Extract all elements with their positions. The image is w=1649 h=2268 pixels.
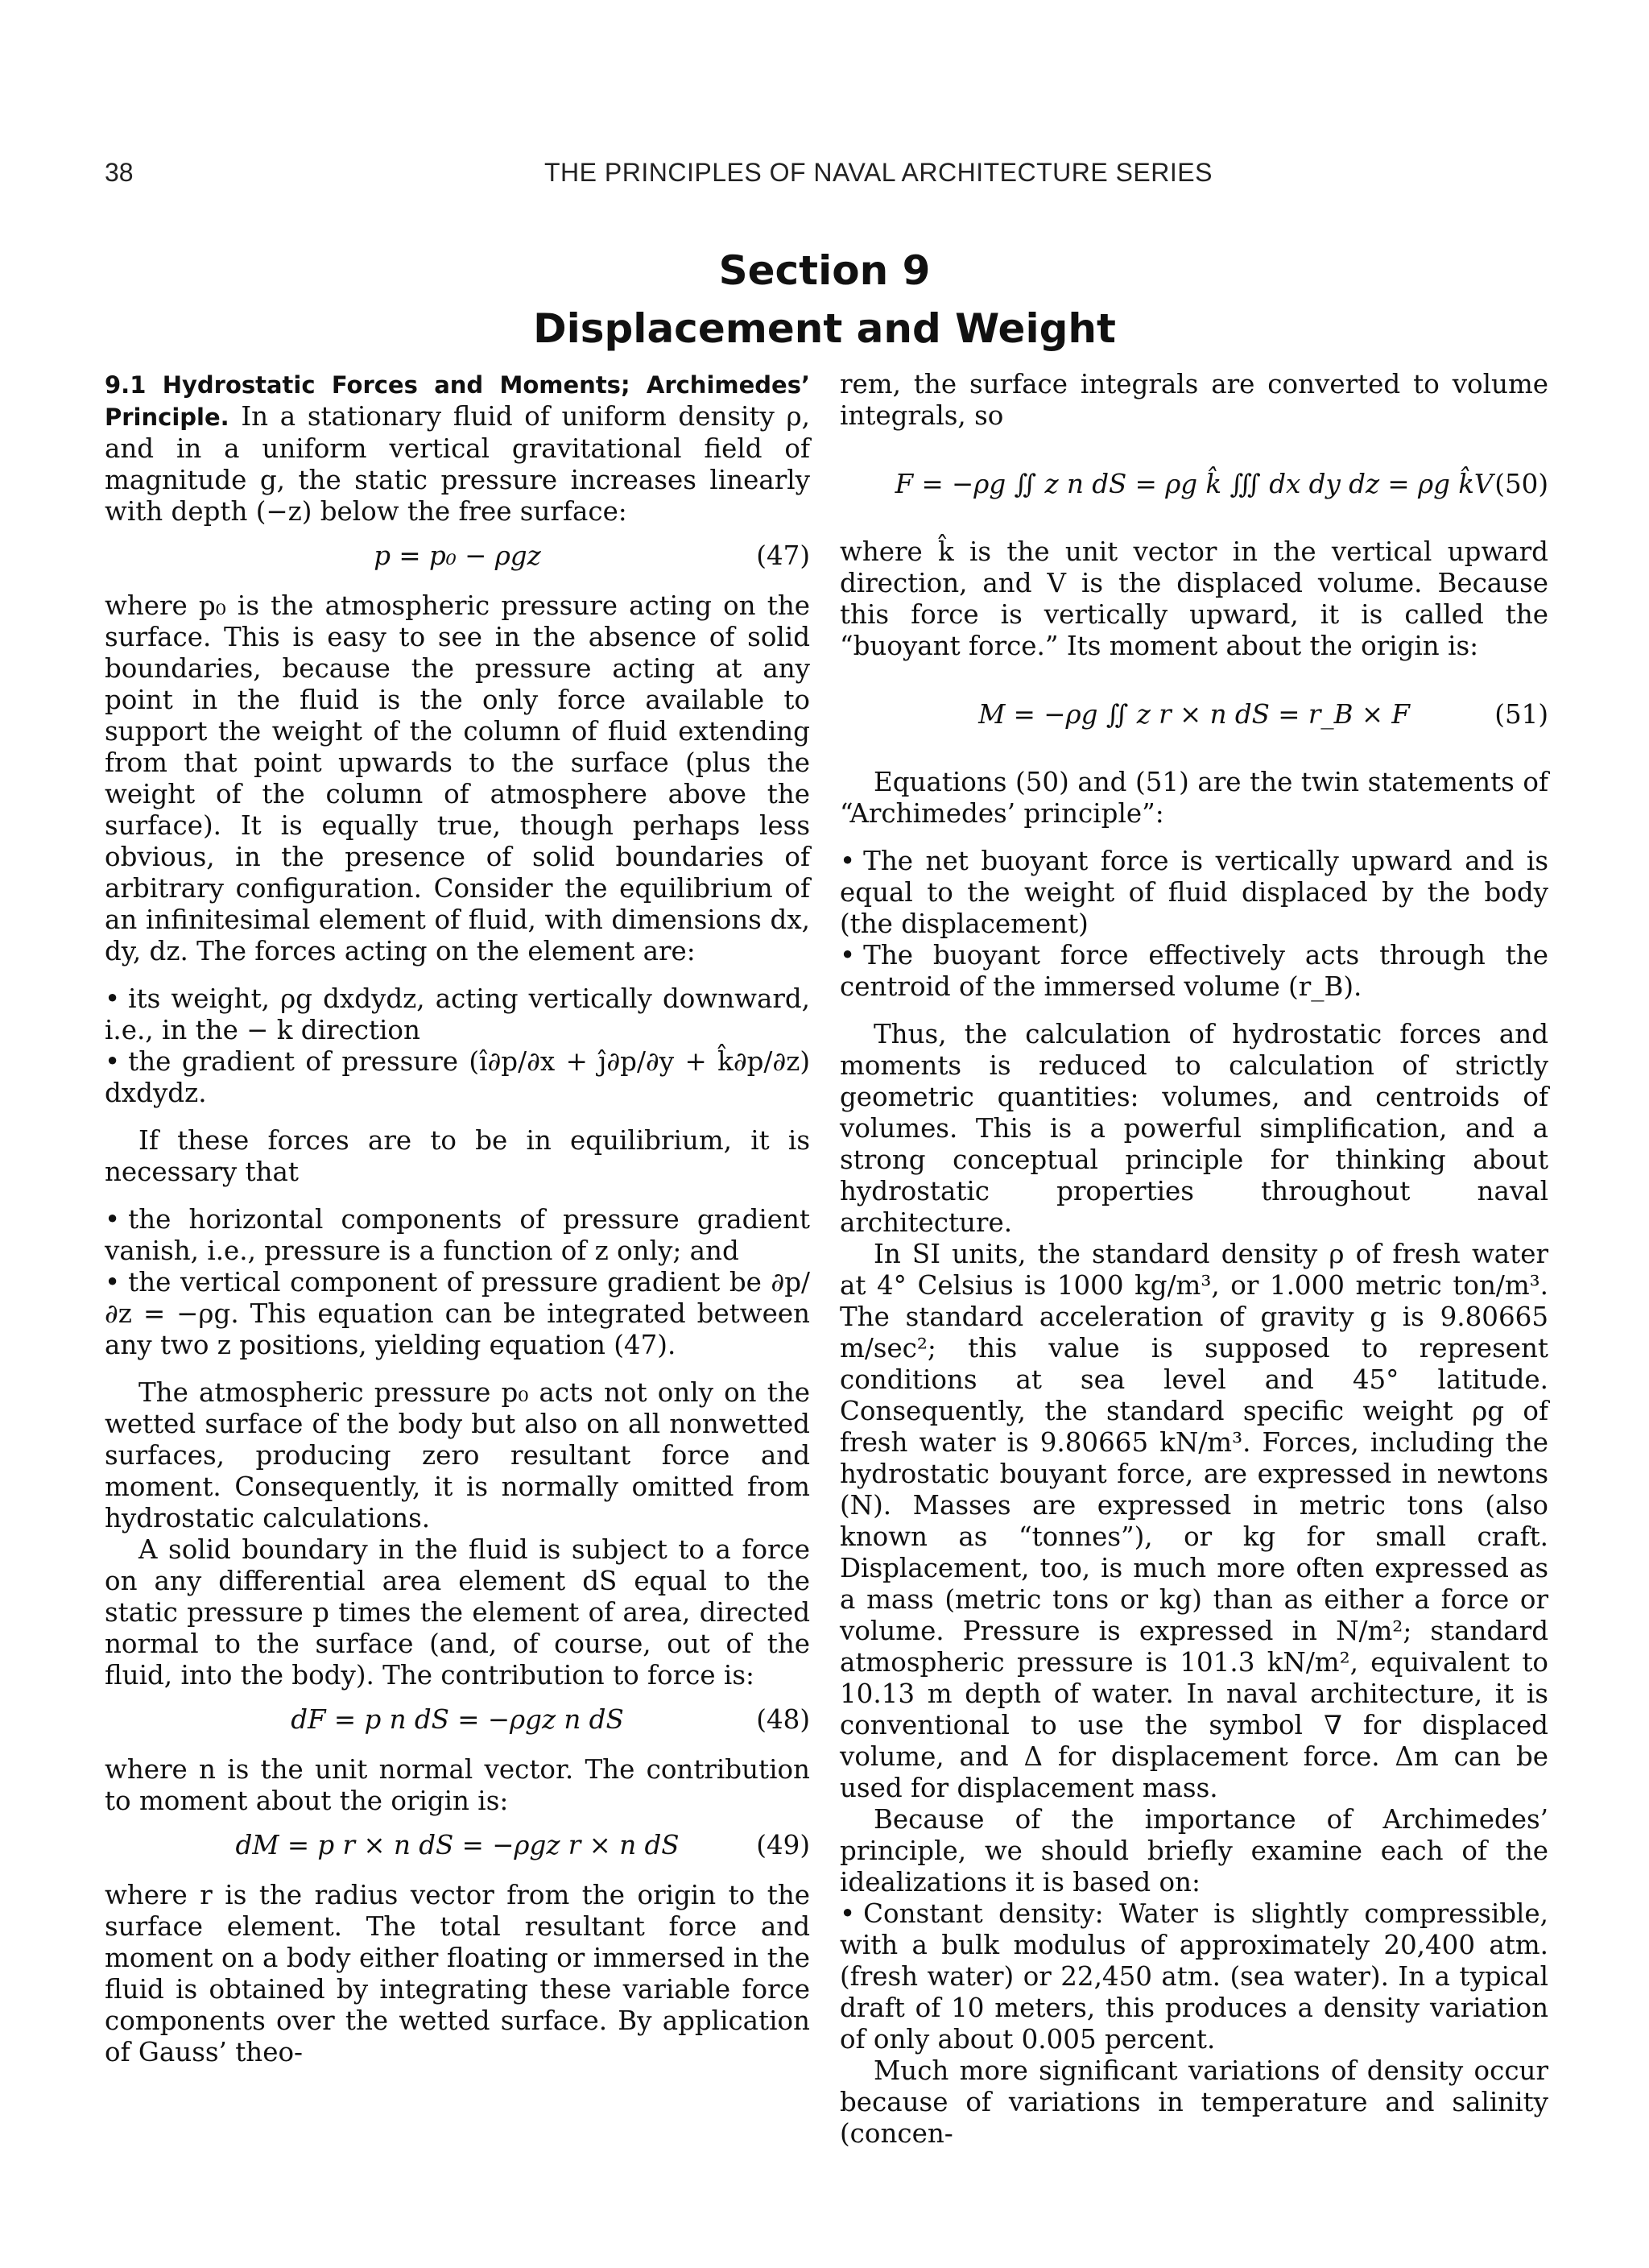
paragraph: The atmospheric pressure p₀ acts not only on the wetted surface of the body but also on all nonwetted surfaces, producing zero resultant force and moment. Consequently, it is normally omitted from hydrostatic calculations. [105, 1377, 810, 1533]
equation-number: (47) [756, 540, 810, 571]
bullet-icon: • [840, 846, 856, 876]
section-number: Section 9 [718, 247, 931, 294]
paragraph: where p₀ is the atmospheric pressure acting on the surface. This is easy to see in the absence of solid boundaries, because the pressure acting at any point in the fluid is the only force available to support the weight of the column of fluid extending from that point upwards to the surface (plus the weight of the column of atmosphere above the surface). It is equally true, though perhaps less obvious, in the presence of solid boundaries of arbitrary configuration. Consider the equilibrium of an infinitesimal element of fluid, with dimensions dx, dy, dz. The forces acting on the element are: [105, 590, 810, 966]
section-title: Displacement and Weight [533, 305, 1116, 352]
section-heading [0, 242, 1649, 358]
bullet-item [840, 846, 1548, 940]
equation-expression: F = −ρg ∬ z n dS = ρg k̂ ∭ dx dy dz = ρg k̂V [895, 469, 1494, 499]
paragraph: where k̂ is the unit vector in the vertical upward direction, and V is the displaced volume. Because this force is vertically upward, it is called the “buoyant force.” Its moment about the origin is: [840, 536, 1548, 661]
bullet-icon: • [105, 1046, 121, 1077]
paragraph: Equations (50) and (51) are the twin statements of “Archimedes’ principle”: [840, 767, 1548, 829]
left-column [105, 369, 810, 2068]
paragraph: Thus, the calculation of hydrostatic forces and moments is reduced to calculation of strictly geometric quantities: volumes, and centroids of volumes. This is a powerful simplification, and a strong conceptual principle for thinking about hydrostatic properties throughout naval architecture. [840, 1019, 1548, 1238]
bullet-text: Constant density: Water is slightly compressible, with a bulk modulus of approximately 20,400 atm. (fresh water) or 22,450 atm. (sea water). In a typical draft of 10 meters, this produces a density variation of only about 0.005 percent. [840, 1898, 1548, 2055]
paragraph: If these forces are to be in equilibrium, it is necessary that [105, 1125, 810, 1187]
bullet-text: the horizontal components of pressure gradient vanish, i.e., pressure is a function of z only; and [105, 1204, 810, 1266]
bullet-item [105, 1204, 810, 1267]
bullet-icon: • [105, 1267, 121, 1297]
equation-50 [840, 451, 1548, 517]
equation-51 [840, 681, 1548, 747]
bullet-icon: • [105, 1204, 121, 1235]
bullet-text: the vertical component of pressure gradient be ∂p/∂z = −ρg. This equation can be integrated between any two z positions, yielding equation (47). [105, 1267, 810, 1360]
right-column [840, 369, 1548, 2150]
equation-number: (51) [1494, 699, 1548, 730]
bullet-item [840, 1898, 1548, 2055]
paragraph: Much more significant variations of density occur because of variations in temperature and salinity (concen- [840, 2055, 1548, 2149]
bullet-text: its weight, ρg dxdydz, acting vertically downward, i.e., in the − k direction [105, 983, 810, 1045]
paragraph: A solid boundary in the fluid is subject to a force on any differential area element dS equal to the static pressure p times the element of area, directed normal to the surface (and, of course, out of the fluid, into the body). The contribution to force is: [105, 1534, 810, 1691]
bullet-item [105, 983, 810, 1046]
paragraph: where n is the unit normal vector. The contribution to moment about the origin is: [105, 1754, 810, 1816]
subsection-heading: 9.1 Hydrostatic Forces and Moments; Archimedes’ Principle. [105, 371, 810, 431]
bullet-item [840, 940, 1548, 1003]
bullet-item [105, 1267, 810, 1361]
equation-expression: dF = p n dS = −ρgz n dS [291, 1704, 624, 1735]
bullet-icon: • [840, 1898, 856, 1929]
paragraph: In SI units, the standard density ρ of fresh water at 4° Celsius is 1000 kg/m³, or 1.000 metric ton/m³. The standard acceleration of gravity g is 9.80665 m/sec²; this value is supposed to represent conditions at sea level and 45° latitude. Consequently, the standard specific weight ρg of fresh water is 9.80665 kN/m³. Forces, including the hydrostatic bouyant force, are expressed in newtons (N). Masses are expressed in metric tons (also known as “tonnes”), or kg for small craft. Displacement, too, is much more often expressed as a mass (metric tons or kg) than as either a force or volume. Pressure is expressed in N/m²; standard atmospheric pressure is 101.3 kN/m², equivalent to 10.13 m depth of water. In naval architecture, it is conventional to use the symbol ∇ for displaced volume, and Δ for displacement force. Δm can be used for displacement mass. [840, 1239, 1548, 1803]
bullet-icon: • [840, 940, 856, 971]
equation-number: (48) [756, 1704, 810, 1735]
equation-number: (50) [1494, 469, 1548, 499]
equation-expression: p = p₀ − ρgz [374, 540, 541, 571]
equation-expression: M = −ρg ∬ z r × n dS = r_B × F [978, 699, 1410, 730]
paragraph: rem, the surface integrals are converted to volume integrals, so [840, 369, 1548, 431]
paragraph: where r is the radius vector from the origin to the surface element. The total resultant force and moment on a body either floating or immersed in the fluid is obtained by integrating these variable force components over the wetted surface. By application of Gauss’ theo- [105, 1880, 810, 2067]
bullet-item [105, 1046, 810, 1109]
equation-expression: dM = p r × n dS = −ρgz r × n dS [235, 1830, 680, 1860]
paragraph: Because of the importance of Archimedes’ principle, we should briefly examine each of the idealizations it is based on: [840, 1804, 1548, 1898]
series-title: THE PRINCIPLES OF NAVAL ARCHITECTURE SERIES [544, 158, 1213, 187]
bullet-icon: • [105, 983, 121, 1014]
bullet-text: The buoyant force effectively acts through the centroid of the immersed volume (r_B). [840, 940, 1548, 1002]
paragraph-text: In a stationary fluid of uniform density ρ, and in a uniform vertical gravitational field of magnitude g, the static pressure increases linearly with depth (−z) below the free surface: [105, 401, 810, 527]
page-number: 38 [105, 158, 134, 187]
equation-number: (49) [756, 1830, 810, 1860]
equation-49 [105, 1830, 810, 1869]
paragraph [105, 369, 810, 528]
equation-47 [105, 540, 810, 579]
bullet-text: the gradient of pressure (î∂p/∂x + ĵ∂p/∂y + k̂∂p/∂z) dxdydz. [105, 1046, 810, 1108]
equation-48 [105, 1704, 810, 1743]
bullet-text: The net buoyant force is vertically upward and is equal to the weight of fluid displaced by the body (the displacement) [840, 846, 1548, 939]
